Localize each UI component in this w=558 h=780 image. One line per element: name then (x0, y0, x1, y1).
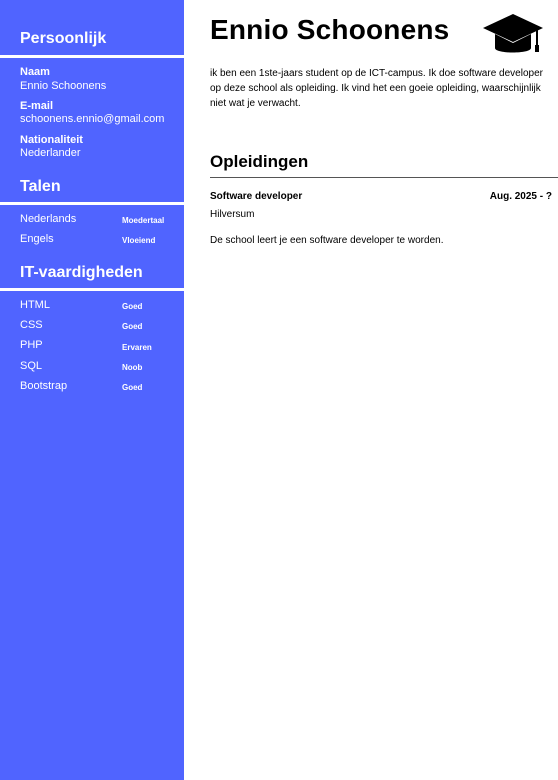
nationality-value: Nederlander (20, 147, 81, 159)
education-date: Aug. 2025 - ? (489, 191, 552, 202)
email-label: E-mail (20, 100, 54, 112)
education-description: De school leert je een software developer te worden. (210, 235, 444, 246)
skill-level: Ervaren (122, 343, 152, 352)
personal-section-title: Persoonlijk (20, 30, 107, 47)
languages-divider (0, 202, 184, 205)
sidebar (0, 0, 184, 780)
education-divider (210, 177, 558, 178)
skill-level: Noob (122, 363, 143, 372)
name-value: Ennio Schoonens (20, 80, 107, 92)
skill-level: Goed (122, 383, 143, 392)
skill-name: Bootstrap (20, 380, 68, 392)
skill-name: PHP (20, 339, 43, 351)
skill-level: Goed (122, 302, 143, 311)
language-level: Moedertaal (122, 216, 165, 225)
language-level: Vloeiend (122, 236, 156, 245)
languages-section-title: Talen (20, 178, 61, 195)
education-location: Hilversum (210, 209, 255, 220)
skill-name: SQL (20, 360, 43, 372)
skill-level: Goed (122, 322, 143, 331)
skills-divider (0, 288, 184, 291)
nationality-label: Nationaliteit (20, 134, 83, 146)
language-name: Nederlands (20, 213, 77, 225)
language-name: Engels (20, 233, 54, 245)
skill-name: HTML (20, 299, 50, 311)
education-heading: Opleidingen (210, 152, 309, 171)
education-title: Software developer (210, 191, 303, 202)
page-title: Ennio Schoonens (210, 14, 450, 45)
graduation-cap-icon (482, 12, 544, 60)
skills-section-title: IT-vaardigheden (20, 264, 143, 281)
email-value: schoonens.ennio@gmail.com (20, 113, 165, 125)
intro-text: ik ben een 1ste-jaars student op de ICT-campus. Ik doe software developer op deze school als opleiding. Ik vind het een goeie opleiding, waarschijnlijk niet wat je verwacht. (210, 68, 543, 109)
personal-divider (0, 55, 184, 58)
name-label: Naam (20, 66, 50, 78)
skill-name: CSS (20, 319, 43, 331)
